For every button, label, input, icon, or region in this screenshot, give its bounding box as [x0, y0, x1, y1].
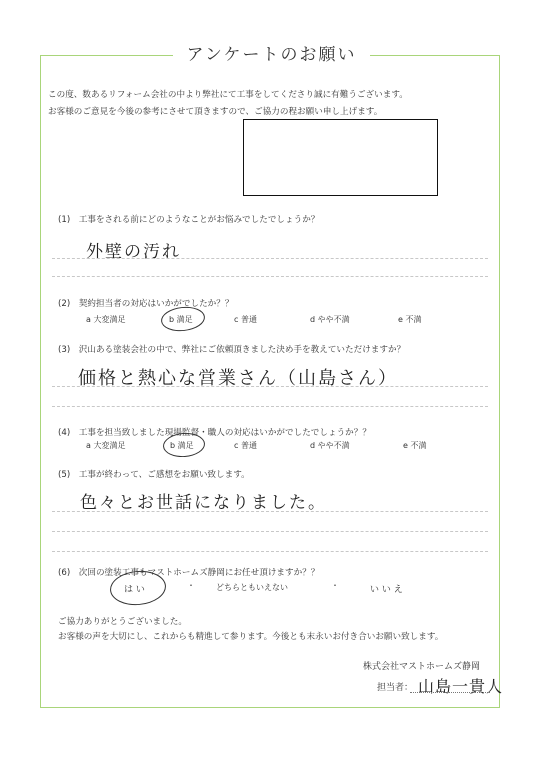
- q2-option-c: c 普通: [234, 315, 257, 324]
- title-text: アンケートのお願い: [173, 45, 371, 65]
- answer-rule: [52, 511, 488, 512]
- signature-line: [410, 692, 490, 693]
- q6-option-yes: は い: [124, 585, 145, 595]
- staff-signature: 山島一貴人: [418, 677, 504, 696]
- closing-line-2: お客様の声を大切にし、これからも精進して参ります。今後とも末永いお付き合いお願い致します。: [58, 632, 444, 642]
- q4-option-d: d やや不満: [310, 441, 350, 450]
- redacted-box: [243, 119, 438, 196]
- q2-option-d: d やや不満: [310, 315, 350, 324]
- answer-rule: [52, 531, 488, 532]
- intro-line-1: この度、数あるリフォーム会社の中より弊社にて工事をしてくださり誠に有難うございます。: [48, 90, 408, 100]
- answer-rule: [52, 386, 488, 387]
- q6-separator: ・: [331, 581, 339, 590]
- survey-title: [0, 40, 543, 65]
- question-1-answer: 外壁の汚れ: [86, 242, 181, 262]
- q4-option-b: b 満足: [170, 441, 194, 450]
- q2-option-b: b 満足: [169, 315, 193, 324]
- question-2-label: (2) 契約担当者の対応はいかがでしたか？？: [58, 299, 234, 309]
- question-6-label: (6) 次回の塗装工事もマストホームズ静岡にお任せ頂けますか？？: [58, 568, 320, 578]
- answer-rule: [52, 258, 488, 259]
- question-1-label: (1) 工事をされる前にどのようなことがお悩みでしたでしょうか？: [58, 215, 320, 225]
- question-5-answer: 色々とお世話になりました。: [80, 493, 327, 513]
- q2-option-e: e 不満: [398, 315, 422, 324]
- staff-label: 担当者：: [377, 683, 414, 693]
- q6-option-no: い い え: [370, 585, 403, 595]
- closing-line-1: ご協力ありがとうございました。: [58, 617, 187, 627]
- question-5-label: (5) 工事が終わって、ご感想をお願い致します。: [58, 470, 250, 480]
- question-3-label: (3) 沢山ある塗装会社の中で、弊社にご依頼頂きました決め手を教えていただけますか？: [58, 345, 406, 355]
- answer-rule: [52, 551, 488, 552]
- company-name: 株式会社マストホームズ静岡: [363, 662, 481, 672]
- answer-rule: [52, 276, 488, 277]
- q6-separator: ・: [187, 581, 195, 590]
- intro-line-2: お客様のご意見を今後の参考にさせて頂きますので、ご協力の程お願い申し上げます。: [48, 107, 383, 117]
- q6-option-neutral: どちらともいえない: [216, 583, 288, 592]
- q2-option-a: a 大変満足: [86, 315, 126, 324]
- answer-rule: [52, 406, 488, 407]
- q4-option-a: a 大変満足: [86, 441, 126, 450]
- q4-option-e: e 不満: [403, 441, 427, 450]
- question-3-answer: 価格と熱心な営業さん（山島さん）: [78, 368, 398, 389]
- q4-option-c: c 普通: [234, 441, 257, 450]
- question-4-label: (4) 工事を担当致しました現場監督・職人の対応はいかがでしたでしょうか？？: [58, 428, 371, 438]
